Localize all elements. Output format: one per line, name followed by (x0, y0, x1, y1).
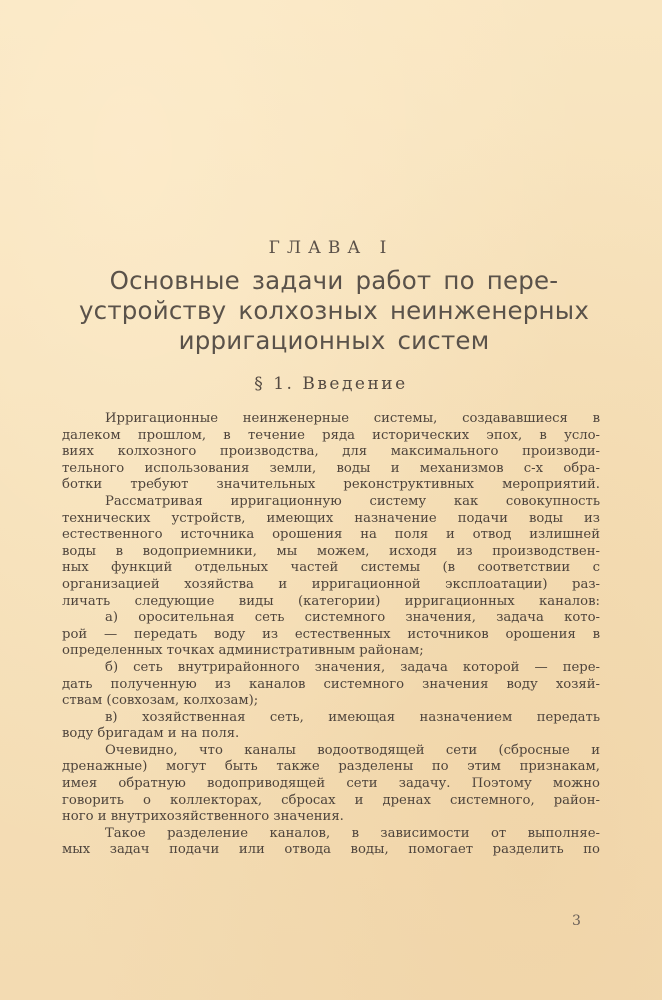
text-line: ботки требуют значительных реконструктивных мероприятий. (62, 477, 600, 493)
text-line: Очевидно, что каналы водоотводящей сети (сбросные и (105, 742, 600, 758)
text-line: рой — передать воду из естественных источников орошения в (62, 626, 600, 642)
text-line: дренажные) могут быть также разделены по этим признакам, (62, 759, 600, 775)
chapter-title-line: ирригационных систем (178, 326, 490, 355)
text-line: далеком прошлом, в течение ряда исторических эпох, в усло- (62, 427, 600, 443)
text-line: дать полученную из каналов системного значения воду хозяй- (62, 676, 600, 692)
text-line: определенных точках административным районам; (62, 643, 424, 659)
text-line: тельного использования земли, воды и механизмов с-х обра- (62, 460, 600, 476)
text-line: Такое разделение каналов, в зависимости от выполняе- (105, 825, 600, 841)
text-line: личать следующие виды (категории) ирригационных каналов: (62, 593, 600, 609)
text-line: а) оросительная сеть системного значения, задача кото- (105, 610, 600, 626)
text-line: воды в водоприемники, мы можем, исходя из производствен- (62, 543, 600, 559)
text-line: ных функций отдельных частей системы (в соответствии с (62, 560, 600, 576)
text-line: говорить о коллекторах, сбросах и дренах системного, район- (62, 792, 600, 808)
chapter-title-line: Основные задачи работ по пере- (109, 266, 559, 295)
text-line: воду бригадам и на поля. (62, 726, 240, 742)
text-line: ного и внутрихозяйственного значения. (62, 809, 344, 825)
chapter-title-line: устройству колхозных неинженерных (78, 296, 590, 325)
text-line: ствам (совхозам, колхозам); (62, 693, 259, 709)
text-line: организацией хозяйства и ирригационной эксплоатации) раз- (62, 576, 600, 592)
text-line: Рассматривая ирригационную систему как совокупность (105, 493, 600, 509)
body-text (62, 411, 600, 859)
text-line: б) сеть внутрирайонного значения, задача которой — пере- (105, 659, 600, 675)
section-title: § 1. Введение (254, 374, 408, 394)
page-number: 3 (572, 913, 581, 929)
chapter-label: ГЛАВА I (268, 238, 394, 258)
text-line: технических устройств, имеющих назначение подачи воды из (62, 510, 600, 526)
text-line: естественного источника орошения на поля и отвод излишней (62, 527, 600, 543)
chapter-title (60, 266, 608, 356)
text-line: Ирригационные неинженерные системы, создававшиеся в (105, 411, 600, 426)
text-line: в) хозяйственная сеть, имеющая назначением передать (105, 709, 600, 725)
text-line: виях колхозного производства, для максимального производи- (62, 444, 600, 460)
text-line: мых задач подачи или отвода воды, помогает разделить по (62, 842, 600, 858)
text-line: имея обратную водоприводящей сети задачу. Поэтому можно (62, 776, 600, 792)
